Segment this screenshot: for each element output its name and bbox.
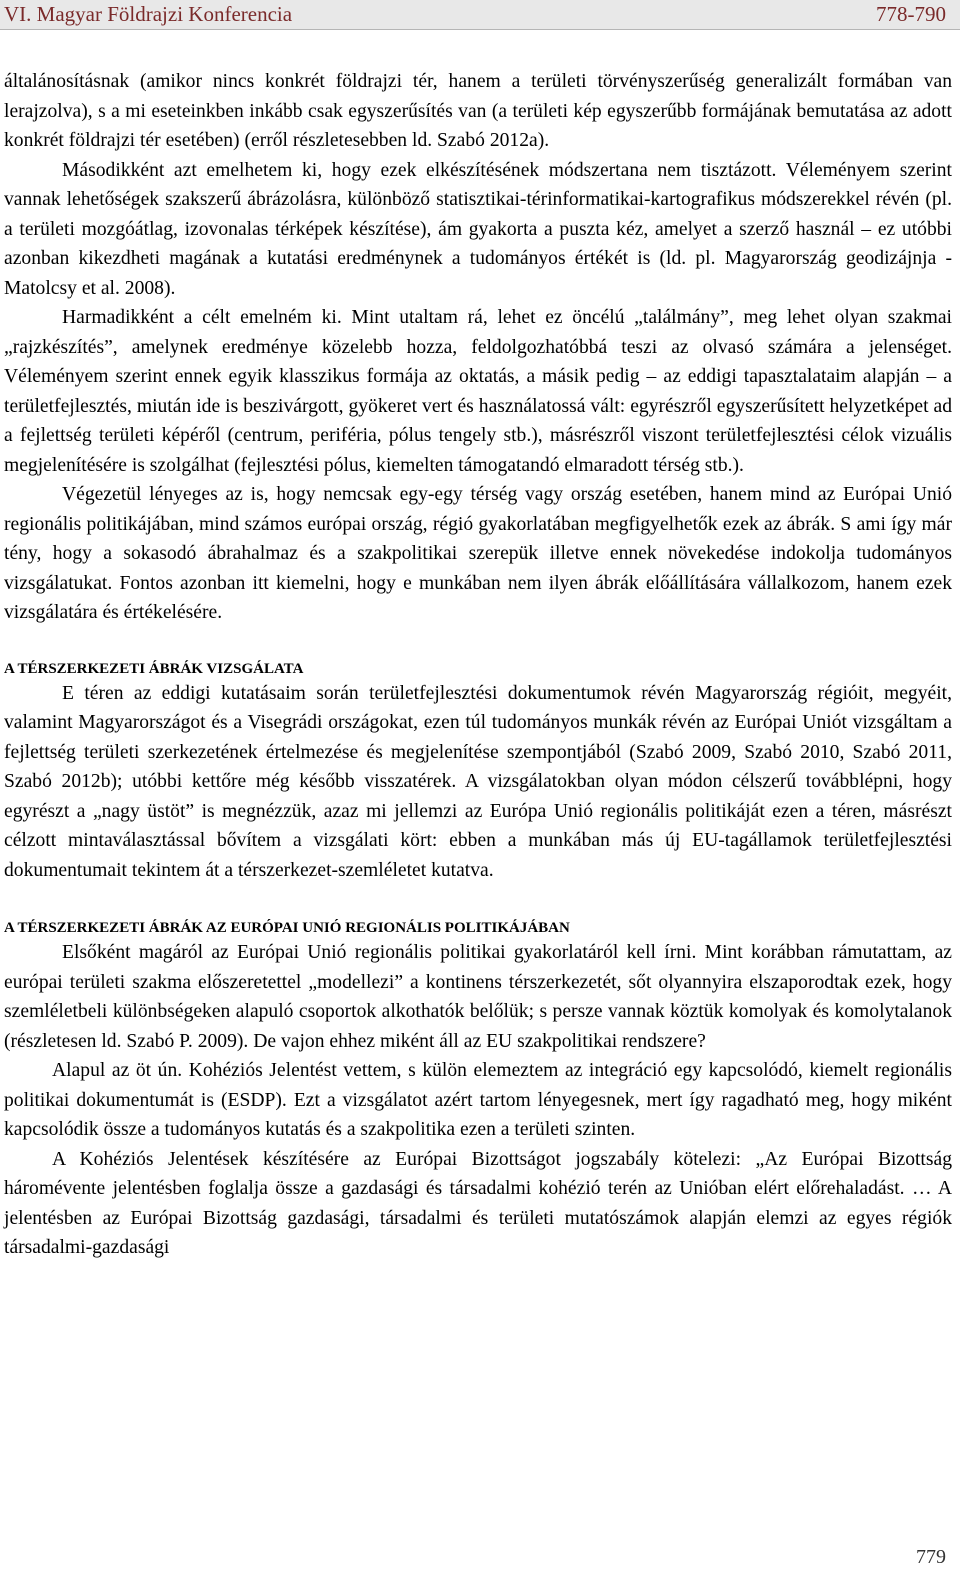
paragraph-5: E téren az eddigi kutatásaim során területfejlesztési dokumentumok révén Magyarország régióit, megyéit, valamint Magyarországot és a Visegrádi országokat, ezen túl tudományos munkák révén az Európai Uniót vizsgáltam a fejlettség területi szerkezetének értelmezése és megjelenítése szempontjából (Szabó 2009, Szabó 2010, Szabó 2011, Szabó 2012b); utóbbi kettőre még később visszatérek. A vizsgálatokban olyan módon célszerű továbblépni, hogy egyrészt a „nagy üstöt” is megnézzük, azaz mi jellemzi az Európa Unió regionális politikáját ezen a téren, másrészt célzott mintaválasztással bővítem a vizsgálati kört: ebben a munkában más új EU-tagállamok területfejlesztési dokumentumait tekintem át a térszerkezet-szemléletet kutatva. — [4, 682, 952, 881]
paragraph-3: Harmadikként a célt emelném ki. Mint utaltam rá, lehet ez öncélú „találmány”, meg lehet olyan szakmai „rajzkészítés”, amelynek eredménye közelebb hozza, feldolgozhatóbbá teszi az olvasó számára a jelenséget. Véleményem szerint ennek egyik klasszikus formája az oktatás, a másik pedig – az eddigi tapasztalataim alapján – a területfejlesztés, miután ide is beszivárgott, gyökeret vert és használatossá vált: egyrészről egyszerűsített helyzetképet ad a fejlettség területi képéről (centrum, periféria, pólus tengely stb.), másrészről viszont területfejlesztési célok vizuális megjelenítésére is szolgálhat (fejlesztési pólus, kiemelten támogatandó elmaradott térség stb.). — [4, 307, 952, 476]
section-heading-1: A TÉRSZERKEZETI ÁBRÁK VIZSGÁLATA — [4, 660, 304, 677]
paragraph-6: Elsőként magáról az Európai Unió regionális politikai gyakorlatáról kell írni. Mint korábban rámutattam, az európai területi szakma előszeretettel „modellezi” a kontinens térszerkezetét, sőt olyannyira elszaporodtak ezek, hogy szemléletbeli különbségeken alapuló csoportok alkothatók belőlük; s persze vannak köztük komolyak és komolytalanok (részletesen ld. Szabó P. 2009). De vajon ehhez miként áll az EU szakpolitikai rendszere? — [4, 942, 952, 1052]
document-body — [4, 67, 952, 1263]
page-range: 778-790 — [876, 2, 946, 26]
page-number: 779 — [916, 1546, 946, 1568]
spacer — [4, 628, 952, 659]
section-heading-2: A TÉRSZERKEZETI ÁBRÁK AZ EURÓPAI UNIÓ REGIONÁLIS POLITIKÁJÁBAN — [4, 920, 570, 936]
paragraph-1: általánosításnak (amikor nincs konkrét földrajzi tér, hanem a területi törvényszerűség generalizált formában van lerajzolva), s a mi eseteinkben inkább csak egyszerűsítés van (a területi kép egyszerűbb formájának bemutatása az adott konkrét földrajzi tér esetében) (erről részletesebben ld. Szabó 2012a). — [4, 71, 952, 151]
conference-title: VI. Magyar Földrajzi Konferencia — [4, 2, 293, 26]
spacer — [4, 885, 952, 918]
paragraph-7: Alapul az öt ún. Kohéziós Jelentést vettem, s külön elemeztem az integráció egy kapcsolódó, kiemelt regionális politikai dokumentumát is (ESDP). Ezt a vizsgálatot azért tartom lényegesnek, mert így ragadható meg, hogy miként kapcsolódik össze a tudományos kutatás és a szakpolitika ezen a területi szinten. — [4, 1060, 952, 1140]
page-header — [0, 0, 960, 30]
paragraph-8: A Kohéziós Jelentések készítésére az Európai Bizottságot jogszabály kötelezi: „Az Európai Bizottság háromévente jelentésben foglalja össze a gazdasági és társadalmi kohézió terén az Unióban elért előrehaladást. … A jelentésben az Európai Bizottság gazdasági, társadalmi és területi mutatószámok alapján elemzi az egyes régiók társadalmi-gazdasági — [4, 1148, 952, 1258]
paragraph-2: Másodikként azt emelhetem ki, hogy ezek elkészítésének módszertana nem tisztázott. Véleményem szerint vannak lehetőségek szakszerű ábrázolásra, különböző statisztikai-térinformatikai-kartografikus módszerekkel révén (pl. a területi mozgóátlag, izovonalas térképek készítése), ám gyakorta a puszta kéz, amelyet a szerző használ – ez utóbbi azonban kikezdheti magának a kutatási eredménynek a tudományos értékét is (ld. pl. Magyarország geodizájnja - Matolcsy et al. 2008). — [4, 159, 952, 299]
paragraph-4: Végezetül lényeges az is, hogy nemcsak egy-egy térség vagy ország esetében, hanem mind az Európai Unió regionális politikájában, mind számos európai ország, régió gyakorlatában megfigyelhetők ezek az ábrák. S ami így már tény, hogy a sokasodó ábrahalmaz és a szakpolitikai szerepük illetve ennek növekedése indokolja tudományos vizsgálatukat. Fontos azonban itt kiemelni, hogy e munkában nem ilyen ábrák előállítására vállalkozom, hanem ezek vizsgálatára és értékelésére. — [4, 484, 952, 623]
